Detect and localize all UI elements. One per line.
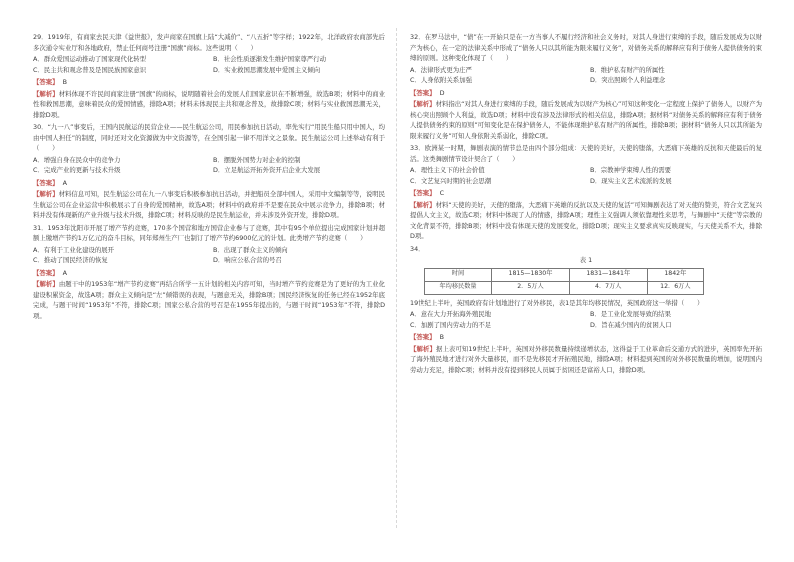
option-d: D．响应公私合营的号召: [213, 256, 282, 264]
option-c: C．加剧了国内劳动力的不足: [410, 320, 492, 329]
analysis-tag: 【解析】: [33, 280, 59, 288]
analysis: [33, 89, 385, 121]
question-stem: 30．“九一八”事变后，王国内民航运的民营企业——民生航运公司，用民参加抗日活动，率先实行“用民生船只用中国人，均由中国人担任”的制度，同时还对文化资源做为中文资源等，在全国引起一律不用洋文之景象。民生航运公司上述举动有利于（ ）: [33, 123, 385, 152]
analysis: [410, 99, 762, 141]
question-stem: 19世纪上半叶，英国政府有计划地进行了对外移民，表1是其年均移民情况，英国政府这一举措（ ）: [410, 298, 704, 307]
question-stem: 29．1919年，有商家去民天津《益世报》，发声商家在国旗上陆“大减价”、“八五折”等字样；1922年，北洋政府农商部先后多次通令实业厅和各地政府，禁止任何商号注册“国旗”商标。这些说明（ ）: [33, 33, 385, 52]
left-column: [33, 32, 385, 323]
analysis-tag: 【解析】: [33, 190, 59, 198]
answer-tag: 【答案】: [33, 78, 59, 86]
answer-tag: 【答案】: [33, 268, 59, 277]
question-32: [410, 32, 762, 141]
analysis-tag: 【解析】: [410, 344, 436, 353]
question-30: [33, 122, 385, 221]
right-column: [410, 32, 762, 377]
option-b: B．宗教神学束缚人性的需要: [590, 166, 672, 174]
option-c: C．人身依附关系加强: [410, 76, 472, 84]
answer-line: [410, 88, 762, 99]
question-stem: 32．在罗马法中，“债”在一开始只是在一方当事人不履行经济和社会义务时，对其人身进行束缚的手段，随后发展成为以财产为核心，在一定的法律关系中形成了“债务人只以其所能为限来履行义务”，对债务关系的解释应有利于债务人提供债务的束缚的原则。这种变化体现了（ ）: [410, 33, 762, 62]
option-a: A．增强自身在民众中的竞争力: [33, 155, 121, 164]
option-d: D．立足航运开拓外资开启企业大发展: [213, 166, 321, 174]
answer-value: D: [439, 88, 445, 97]
analysis: [33, 279, 385, 321]
option-b: B．维护私有财产的所属性: [590, 65, 665, 74]
analysis-tag: 【解析】: [410, 200, 436, 209]
option-c: C．文艺复兴时期的社会思潮: [410, 176, 492, 185]
options: [410, 309, 762, 330]
option-a: A．有利于工业化建设的展开: [33, 245, 115, 254]
answer-value: B: [62, 78, 67, 86]
analysis: [410, 200, 762, 242]
answer-line: [33, 178, 385, 189]
answer-tag: 【答案】: [410, 189, 436, 197]
options: [410, 65, 762, 86]
table-row: [425, 281, 704, 294]
option-a: A．理性主义下的社会价值: [410, 166, 485, 174]
option-d: D．旨在减少国内的贫困人口: [590, 320, 672, 329]
options: [33, 155, 385, 176]
option-a: A．意在大力开拓海外殖民地: [410, 310, 492, 318]
table-header-row: [425, 268, 704, 281]
analysis-text: 材料指出“对其人身进行束缚的手段，随后发展成为以财产为核心”可知这种变化一定程度上保护了债务人，以财产为核心突出照顾个人利益，故选D项；材料中没有涉及法律形式的相关信息，排除A项；据材料“对债务关系的解释应有利于债务人提供债务约束的原则”可知变化是在保护债务人，不能体现维护私有财产的所属性，排除B项；据材料“债务人只以其所能为限来履行义务”可知人身依附关系弱化，排除C项。: [410, 100, 763, 140]
option-d: D．实业救国思潮发展中爱国主义倾向: [213, 65, 321, 74]
options: [33, 245, 385, 266]
options: [33, 54, 385, 75]
analysis-tag: 【解析】: [33, 89, 59, 98]
migration-table: [424, 268, 704, 295]
question-number: 34．: [410, 244, 425, 253]
question-header: [410, 244, 762, 255]
answer-line: [33, 77, 385, 88]
question-29: [33, 32, 385, 120]
options: [410, 165, 762, 186]
table-cell: 12．6万人: [647, 281, 703, 294]
table-header-cell: 1815—1830年: [492, 268, 570, 281]
question-31: [33, 223, 385, 322]
answer-value: A: [62, 178, 67, 187]
table-title: 表 1: [579, 256, 593, 264]
option-b: B．出现了群众主义的倾向: [213, 245, 288, 254]
analysis-tag: 【解析】: [410, 100, 436, 108]
answer-tag: 【答案】: [410, 333, 436, 341]
option-b: B．是工业化发展导致的结果: [590, 310, 672, 318]
option-d: D．现实主义艺术流派的发展: [590, 176, 672, 185]
table-header-cell: 1831—1841年: [569, 268, 647, 281]
question-34: [410, 244, 762, 376]
analysis: [33, 189, 385, 221]
table-cell: 4．7万人: [569, 281, 647, 294]
answer-value: A: [62, 268, 67, 277]
table-header-cell: 时间: [425, 268, 492, 281]
table-row-label: 年均移民数量: [425, 281, 492, 294]
analysis-text: 据上表可知19世纪上半叶，英国对外移民数量持续递增状态，这得益于工业革命后交通方式的进步，英国率先开拓了海外殖民地才进行对外大量移民，而不是先移民才开拓殖民地，排除A项；材料提到英国的对外移民数量的增加，说明国内劳动力充足，排除C项；材料并没有提到移民人员属于贫困还是富裕人口，排除D项。: [410, 344, 762, 374]
option-b: B．社会性质逐渐发生维护国家尊严行动: [213, 55, 327, 63]
option-c: C．完成产业的更新与技术升级: [33, 166, 121, 174]
option-a: A．法律形式更为庄严: [410, 65, 472, 74]
answer-line: [410, 332, 762, 343]
table-cell: 2．5万人: [492, 281, 570, 294]
analysis-text: 由题干中的1953年“增产节约竞赛”再结合所学一五计划的相关内容可知，当时增产节约竞赛是为了更好的为工业化建设积累资金，故选A项；群众主义倾向是“左”倾错误的表现，与题意无关，排除B项；国民经济恢复的任务已经在1952年底完成，与题干时间“1953年”不符，排除C项；国家公私合营的号召是在1955年提出的，与题干时间“1953年”不符，排除D项。: [33, 280, 386, 320]
answer-line: [410, 188, 762, 199]
question-33: [410, 143, 762, 242]
answer-value: C: [439, 189, 445, 197]
analysis-text: 材料体现不许民间商家注册“国旗”的商标，说明随着社会的发展人们国家意识在不断增强，故选B项；材料中的商业性和救国思潮，意味着民众的爱国情感，排除A项；材料未体现民主共和观念普及，故排除C项；材料与实业救国思潮无关，排除D项。: [33, 89, 385, 119]
analysis: [410, 344, 762, 376]
table-header-cell: 1842年: [647, 268, 703, 281]
answer-tag: 【答案】: [33, 178, 59, 187]
option-a: A．群众爱国运动推动了国家现代化转型: [33, 55, 147, 63]
answer-tag: 【答案】: [410, 88, 436, 97]
answer-line: [33, 268, 385, 279]
answer-value: B: [439, 333, 444, 341]
option-c: C．民主共和观念普及是国民族国家意识: [33, 65, 147, 74]
option-c: C．推动了国民经济的恢复: [33, 256, 108, 264]
analysis-text: 材料信息可知，民生航运公司在九一八事变后积极参加抗日活动，并把船员全部中国人，采用中文编制等等，说明民生航运公司在企业运营中积极展示了自身的爱国精神，故选A项；材料中的政府并不是要在民众中展示竞争力，排除B项；材料并没有体现新的产业升级与技术升级，排除C项；材料反映的是民生航运业，并未涉及外资开发，排除D项。: [33, 190, 386, 219]
option-d: D．突出照顾个人利益理念: [590, 76, 666, 84]
analysis-text: 材料“天使的美好，天使的堕落，大恶痛下英雄的反抗以及天使的复活”可知舞剧表达了对天使的赞美，符合文艺复兴提倡人文主义，故选C项；材料中体现了人的情感，排除A项；理性主义强调人须依靠理性来思考，与舞剧中“天使”等宗教的文化背景不符，排除B项；材料中没有体现天使的发展变化，排除D项；现实主义要求真实反映现实，与天使关系不大，排除D项。: [410, 200, 763, 240]
question-stem: 33．欧洲某一时期，舞剧表演的情节总是由四个部分组成：天使的美好，天使的堕落，大恶痛下英雄的反抗和天使最后的复活。这类舞剧情节设计契合了（ ）: [410, 144, 762, 163]
question-stem: 31．1953年沈阳市开展了增产节约竞赛，170多个国营和地方国营企业参与了竞赛，其中有95个单位提出完成国家计划并超额上缴增产节约1万亿元的奋斗目标，同年郑州生产厂也制订了增产节约6900亿元的计划。此类增产节约竞赛（ ）: [33, 223, 385, 242]
column-divider: [396, 28, 397, 528]
option-b: B．摆脱外国势力对企业的控制: [213, 155, 301, 164]
